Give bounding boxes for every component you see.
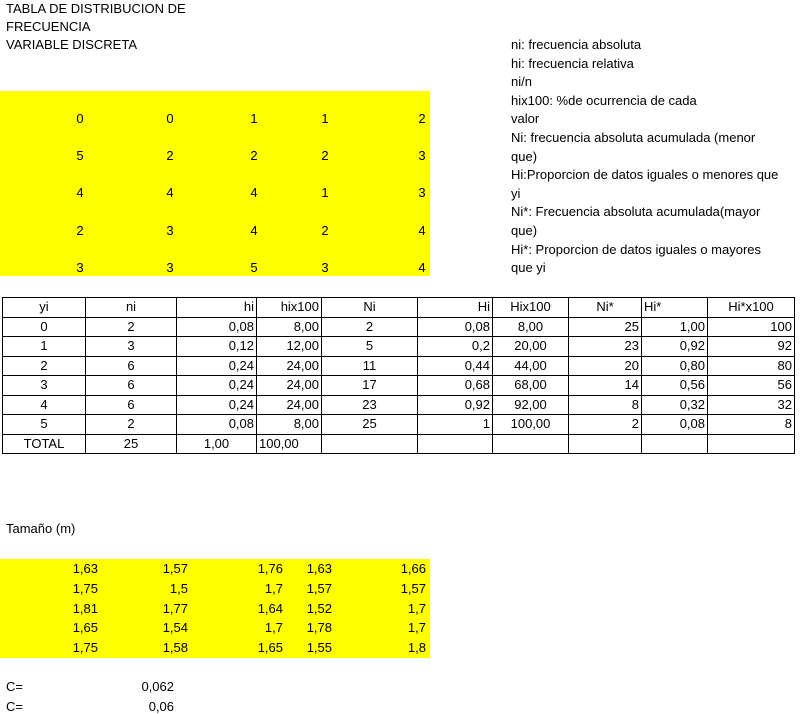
discrete-cell[interactable]: 3 (418, 148, 426, 164)
table-cell[interactable]: 80 (708, 356, 795, 376)
discrete-cell[interactable]: 4 (76, 185, 84, 201)
table-cell[interactable]: 8 (708, 415, 795, 435)
table-cell[interactable]: 4 (3, 395, 86, 415)
table-cell[interactable]: 0 (3, 317, 86, 337)
note-line[interactable]: hix100: %de ocurrencia de cada (511, 92, 697, 108)
c-label[interactable]: C= (6, 699, 23, 714)
discrete-row (0, 183, 430, 203)
discrete-row (0, 221, 430, 241)
header-cell[interactable]: Hi* (642, 298, 708, 318)
table-header-row (3, 298, 795, 318)
size-cell[interactable]: 1,55 (306, 640, 332, 656)
table-cell[interactable]: 14 (569, 376, 642, 396)
size-cell[interactable]: 1,76 (257, 561, 283, 576)
table-cell[interactable]: 68,00 (493, 376, 569, 396)
note-line[interactable]: yi (511, 185, 521, 201)
table-cell[interactable]: 0,2 (418, 337, 493, 357)
table-row (3, 415, 795, 435)
size-cell[interactable]: 1,66 (400, 561, 426, 576)
size-cell[interactable]: 1,52 (306, 600, 332, 616)
size-cell[interactable]: 1,75 (72, 640, 98, 656)
size-cell[interactable]: 1,7 (264, 620, 283, 636)
note-line[interactable]: que yi (511, 260, 546, 276)
table-cell[interactable]: 25 (86, 434, 177, 454)
table-cell[interactable]: 20 (569, 356, 642, 376)
size-cell[interactable]: 1,7 (264, 580, 283, 596)
discrete-data-grid (0, 91, 430, 276)
c-value[interactable]: 0,062 (141, 679, 174, 694)
table-cell[interactable]: 23 (322, 395, 418, 415)
note-line[interactable]: hi: frecuencia relativa (511, 55, 634, 71)
table-cell[interactable]: 0,08 (177, 415, 257, 435)
table-cell[interactable]: 32 (708, 395, 795, 415)
note-line[interactable]: valor (511, 111, 540, 127)
size-label[interactable]: Tamaño (m) (6, 521, 76, 536)
discrete-cell[interactable]: 2 (321, 222, 329, 238)
table-cell[interactable]: 2 (322, 317, 418, 337)
table-cell[interactable]: 92,00 (493, 395, 569, 415)
discrete-cell[interactable]: 4 (418, 259, 426, 275)
note-line[interactable]: ni/n (511, 74, 532, 90)
header-cell[interactable]: Hix100 (493, 298, 569, 318)
table-cell[interactable]: 0,08 (177, 317, 257, 337)
discrete-cell[interactable]: 3 (321, 259, 329, 275)
note-line[interactable]: ni: frecuencia absoluta (511, 37, 642, 52)
table-cell[interactable]: 0,08 (418, 317, 493, 337)
table-cell[interactable]: 5 (322, 337, 418, 357)
size-cell[interactable]: 1,8 (407, 640, 426, 656)
discrete-cell[interactable]: 3 (166, 222, 174, 238)
size-cell[interactable]: 1,58 (162, 640, 188, 656)
size-cell[interactable]: 1,57 (400, 580, 426, 596)
table-cell[interactable]: 0,92 (642, 337, 708, 357)
size-cell[interactable]: 1,77 (162, 600, 188, 616)
discrete-cell[interactable]: 4 (250, 222, 258, 238)
discrete-cell[interactable]: 5 (250, 259, 258, 275)
table-cell[interactable] (322, 434, 418, 454)
header-cell[interactable]: Ni* (569, 298, 642, 318)
size-cell[interactable]: 1,63 (306, 561, 332, 576)
table-cell[interactable]: 0,32 (642, 395, 708, 415)
table-cell[interactable]: 8,00 (257, 415, 322, 435)
size-cell[interactable]: 1,65 (257, 640, 283, 656)
size-row (0, 579, 430, 599)
title-line-2[interactable]: FRECUENCIA (6, 19, 91, 34)
size-cell[interactable]: 1,5 (169, 580, 188, 596)
header-cell[interactable]: Ni (322, 298, 418, 318)
discrete-row (0, 146, 430, 166)
discrete-cell[interactable]: 5 (76, 148, 84, 164)
table-cell[interactable]: 0,24 (177, 376, 257, 396)
table-cell[interactable]: 0,80 (642, 356, 708, 376)
size-cell[interactable]: 1,7 (407, 600, 426, 616)
discrete-cell[interactable]: 4 (418, 222, 426, 238)
discrete-cell[interactable]: 2 (418, 111, 426, 126)
table-cell[interactable]: 24,00 (257, 395, 322, 415)
table-cell[interactable]: 20,00 (493, 337, 569, 357)
table-cell[interactable]: 24,00 (257, 356, 322, 376)
size-cell[interactable]: 1,54 (162, 620, 188, 636)
table-row (3, 356, 795, 376)
table-cell[interactable]: 11 (322, 356, 418, 376)
table-total-row (3, 434, 795, 454)
table-cell[interactable]: 12,00 (257, 337, 322, 357)
size-cell[interactable]: 1,57 (306, 580, 332, 596)
frequency-table (2, 297, 795, 454)
table-cell[interactable]: 0,56 (642, 376, 708, 396)
table-cell[interactable]: 2 (86, 415, 177, 435)
table-cell[interactable]: 3 (86, 337, 177, 357)
discrete-cell[interactable]: 1 (321, 111, 329, 126)
discrete-row (0, 109, 430, 129)
table-cell[interactable]: 2 (86, 317, 177, 337)
header-cell[interactable]: Hi (418, 298, 493, 318)
table-cell[interactable]: 25 (322, 415, 418, 435)
table-cell[interactable]: 100,00 (257, 434, 322, 454)
size-cell[interactable]: 1,81 (72, 600, 98, 616)
table-row (3, 376, 795, 396)
size-cell[interactable]: 1,78 (306, 620, 332, 636)
header-cell[interactable]: Hi*x100 (708, 298, 795, 318)
discrete-cell[interactable]: 3 (418, 185, 426, 201)
header-cell[interactable]: yi (3, 298, 86, 318)
table-cell[interactable] (708, 434, 795, 454)
table-cell[interactable]: 6 (86, 395, 177, 415)
note-line[interactable]: Hi:Proporcion de datos iguales o menores que (511, 167, 779, 183)
discrete-row (0, 258, 430, 278)
note-line[interactable]: que) (511, 222, 538, 238)
table-cell[interactable]: 1,00 (642, 317, 708, 337)
size-row (0, 559, 430, 579)
c-label[interactable]: C= (6, 679, 23, 694)
table-cell[interactable] (642, 434, 708, 454)
size-cell[interactable]: 1,64 (257, 600, 283, 616)
table-cell[interactable]: 23 (569, 337, 642, 357)
table-cell[interactable]: 6 (86, 356, 177, 376)
table-row (3, 337, 795, 357)
table-cell[interactable]: 0,24 (177, 356, 257, 376)
table-cell[interactable]: 100,00 (493, 415, 569, 435)
table-row (3, 317, 795, 337)
table-cell[interactable]: 8 (569, 395, 642, 415)
table-cell[interactable]: 0,68 (418, 376, 493, 396)
discrete-cell[interactable]: 3 (166, 259, 174, 275)
header-cell[interactable]: hi (177, 298, 257, 318)
sheet-title (6, 0, 186, 54)
table-cell[interactable]: 3 (3, 376, 86, 396)
header-cell[interactable]: hix100 (257, 298, 322, 318)
table-cell[interactable]: 44,00 (493, 356, 569, 376)
table-cell[interactable]: 2 (569, 415, 642, 435)
discrete-cell[interactable]: 4 (250, 185, 258, 201)
discrete-cell[interactable]: 2 (321, 148, 329, 164)
table-cell[interactable]: 8,00 (257, 317, 322, 337)
size-cell[interactable]: 1,7 (407, 620, 426, 636)
discrete-cell[interactable]: 0 (166, 111, 174, 126)
discrete-cell[interactable]: 1 (250, 111, 258, 126)
table-cell[interactable]: 1,00 (177, 434, 257, 454)
table-cell[interactable] (493, 434, 569, 454)
table-cell[interactable]: 1 (3, 337, 86, 357)
table-cell[interactable]: 92 (708, 337, 795, 357)
size-row (0, 599, 430, 619)
table-cell[interactable]: TOTAL (3, 434, 86, 454)
table-row (3, 395, 795, 415)
discrete-cell[interactable]: 2 (76, 222, 84, 238)
header-cell[interactable]: ni (86, 298, 177, 318)
discrete-cell[interactable]: 3 (76, 259, 84, 275)
definitions-notes (511, 36, 802, 278)
table-cell[interactable]: 1 (418, 415, 493, 435)
table-cell[interactable]: 56 (708, 376, 795, 396)
table-cell[interactable]: 8,00 (493, 317, 569, 337)
table-cell[interactable]: 0,24 (177, 395, 257, 415)
title-line-1[interactable]: TABLA DE DISTRIBUCION DE (6, 1, 186, 16)
size-cell[interactable]: 1,63 (72, 561, 98, 576)
note-line[interactable]: Ni*: Frecuencia absoluta acumulada(mayor (511, 204, 761, 220)
c-value[interactable]: 0,06 (148, 699, 174, 714)
table-cell[interactable]: 0,92 (418, 395, 493, 415)
title-line-3[interactable]: VARIABLE DISCRETA (6, 37, 137, 52)
table-cell[interactable]: 5 (3, 415, 86, 435)
table-cell[interactable]: 24,00 (257, 376, 322, 396)
discrete-cell[interactable]: 0 (76, 111, 84, 126)
table-cell[interactable]: 0,12 (177, 337, 257, 357)
table-cell[interactable]: 2 (3, 356, 86, 376)
table-cell[interactable]: 100 (708, 317, 795, 337)
table-cell[interactable] (418, 434, 493, 454)
note-line[interactable]: Ni: frecuencia absoluta acumulada (menor (511, 129, 756, 145)
table-cell[interactable] (569, 434, 642, 454)
table-cell[interactable]: 25 (569, 317, 642, 337)
table-cell[interactable]: 0,44 (418, 356, 493, 376)
note-line[interactable]: Hi*: Proporcion de datos iguales o mayores (511, 241, 762, 257)
discrete-cell[interactable]: 1 (321, 185, 329, 201)
size-row (0, 638, 430, 658)
size-cell[interactable]: 1,65 (72, 620, 98, 636)
table-cell[interactable]: 17 (322, 376, 418, 396)
table-cell[interactable]: 0,08 (642, 415, 708, 435)
note-line[interactable]: que) (511, 148, 538, 164)
size-data-grid (0, 559, 430, 658)
size-cell[interactable]: 1,57 (162, 561, 188, 576)
discrete-cell[interactable]: 2 (166, 148, 174, 164)
discrete-cell[interactable]: 4 (166, 185, 174, 201)
table-cell[interactable]: 6 (86, 376, 177, 396)
size-cell[interactable]: 1,75 (72, 580, 98, 596)
size-row (0, 618, 430, 638)
discrete-cell[interactable]: 2 (250, 148, 258, 164)
